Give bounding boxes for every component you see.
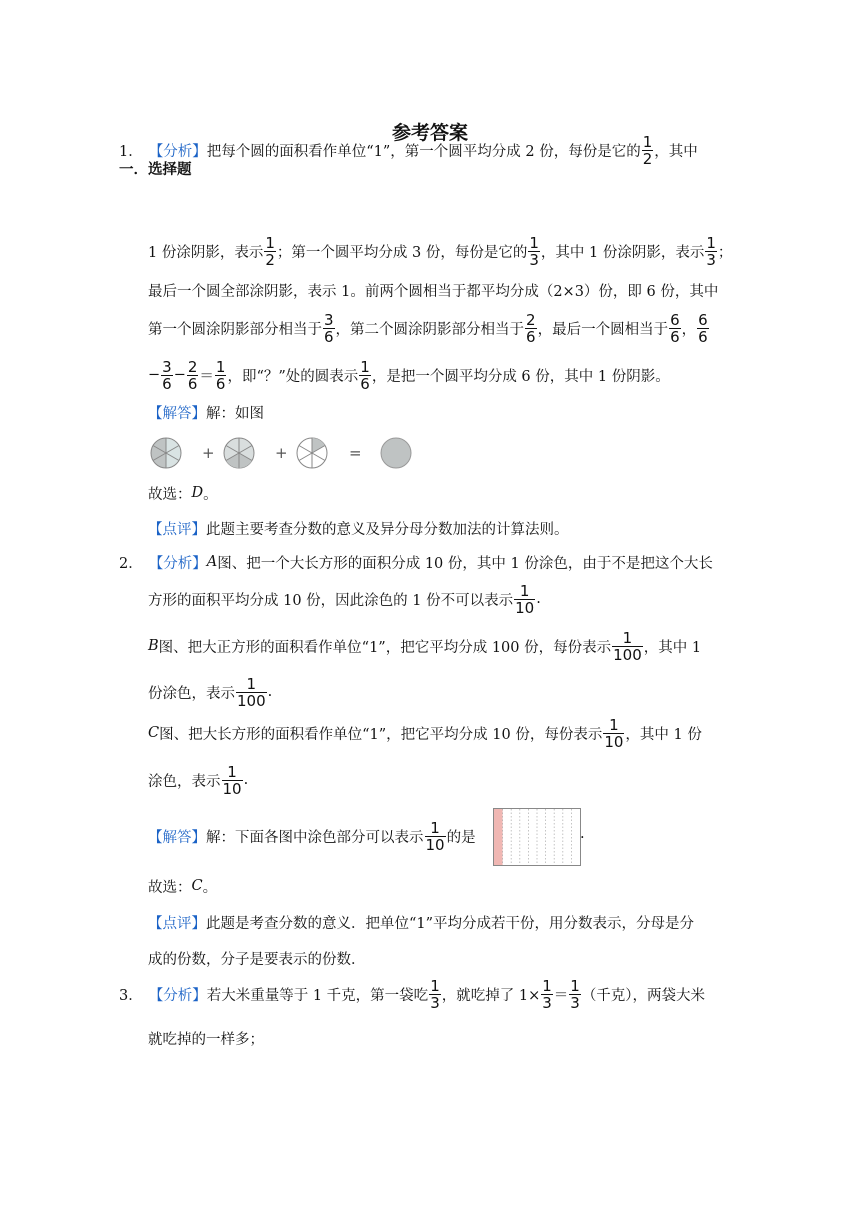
plus-sign: + — [275, 444, 288, 462]
q2-line-6 — [148, 761, 248, 799]
text: 。 — [202, 879, 218, 896]
choice-letter: C — [191, 878, 203, 894]
fraction-one-half: $\frac{1}{2}$ — [642, 132, 653, 168]
fraction-two-sixths: $\frac{2}{6}$ — [526, 310, 536, 346]
text: ，是把一个圆平均分成 6 份，其中 1 份阴影。 — [371, 368, 670, 385]
fraction-one-hundredth: $\frac{1}{100}$ — [237, 674, 266, 710]
q1-line-5 — [148, 356, 670, 394]
text: ，就吃掉了 1× — [441, 987, 541, 1004]
rectangle-tenths-figure — [493, 808, 581, 866]
q2-line-5 — [148, 714, 702, 752]
text: ＝ — [199, 368, 214, 385]
section-heading: 一．选择题 — [119, 161, 192, 178]
text: 此题是考查分数的意义．把单位“1”平均分成若干份，用分数表示，分母是分 — [206, 915, 695, 932]
page-title: 参考答案 — [391, 122, 468, 144]
text: − — [173, 367, 186, 383]
q1-line-4 — [148, 309, 710, 347]
text: 解：下面各图中涂色部分可以表示 — [206, 829, 424, 846]
fraction-one-third: $\frac{1}{3}$ — [430, 976, 440, 1012]
q1-choice — [148, 474, 218, 512]
fraction-three-sixths: $\frac{3}{6}$ — [162, 357, 172, 393]
circle-third-shaded — [224, 438, 254, 468]
q2-line-2 — [148, 580, 541, 618]
q2-choice — [148, 867, 217, 905]
text: 最后一个圆全部涂阴影，表示 1。前两个圆相当于都平均分成（2×3）份，即 6 份，其中 — [148, 283, 719, 300]
equals-sign: = — [349, 444, 362, 462]
answer-tag: 【解答】 — [148, 405, 206, 422]
circle-full-shaded — [381, 438, 411, 468]
fraction-one-tenth: $\frac{1}{10}$ — [515, 581, 535, 617]
fraction-one-hundredth: $\frac{1}{100}$ — [613, 628, 642, 664]
analysis-tag: 【分析】 — [148, 987, 207, 1004]
text: 。 — [203, 486, 218, 503]
text: 图、把大正方形的面积看作单位“1”，把它平均分成 100 份，每份表示 — [158, 639, 612, 656]
fraction-six-sixths: $\frac{6}{6}$ — [670, 310, 680, 346]
q3-line-2 — [148, 1019, 264, 1057]
text: 故选： — [148, 486, 192, 503]
text: 图、把一个大长方形的面积分成 10 份，其中 1 份涂色，由于不是把这个大长 — [217, 555, 713, 572]
fraction-one-tenth: $\frac{1}{10}$ — [604, 715, 624, 751]
text: − — [148, 367, 161, 383]
answer-tag: 【解答】 — [148, 829, 206, 846]
fraction-one-third: $\frac{1}{3}$ — [706, 233, 716, 269]
fraction-one-third: $\frac{1}{3}$ — [542, 976, 552, 1012]
text: ＝ — [553, 987, 569, 1004]
text: ，第二个圆涂阴影部分相当于 — [335, 321, 525, 338]
text: ，其中 — [654, 143, 698, 160]
q2-comment-2 — [148, 939, 366, 977]
fraction-three-sixths: $\frac{3}{6}$ — [324, 310, 334, 346]
fraction-six-sixths: $\frac{6}{6}$ — [698, 310, 708, 346]
circle-half-shaded — [151, 438, 181, 468]
text: 成的份数，分子是要表示的份数． — [148, 951, 366, 968]
text: 的是 — [446, 829, 476, 846]
q3-line-1 — [119, 975, 705, 1013]
question-number: 2． — [119, 555, 143, 572]
text: ，其中 1 份 — [625, 726, 702, 743]
fraction-two-sixths: $\frac{2}{6}$ — [187, 357, 198, 393]
text: ，最后一个圆相当于 — [537, 321, 669, 338]
text: ，其中 1 份涂阴影，表示 — [540, 244, 705, 261]
text: 解：如图 — [206, 405, 264, 422]
text: 涂色，表示 — [148, 773, 221, 790]
q2-comment-1 — [148, 903, 694, 941]
fraction-one-third: $\frac{1}{3}$ — [529, 233, 539, 269]
text: ；第一个圆平均分成 3 份，每份是它的 — [276, 244, 528, 261]
comment-tag: 【点评】 — [148, 521, 206, 538]
text: . — [536, 591, 541, 607]
text: ，其中 1 — [643, 639, 702, 656]
figure-letter: B — [148, 638, 159, 654]
text: ， — [681, 321, 697, 338]
text: 故选： — [148, 879, 192, 896]
text: . — [243, 772, 249, 788]
q2-answer — [148, 817, 476, 855]
text: 份涂色，表示 — [148, 685, 235, 702]
text: ； — [717, 244, 733, 261]
q1-answer — [148, 393, 264, 431]
text: . — [580, 826, 585, 842]
text: 就吃掉的一样多； — [148, 1031, 264, 1048]
text: （千克），两袋大米 — [581, 987, 706, 1004]
text: 1 份涂阴影，表示 — [148, 244, 264, 261]
q1-comment — [148, 509, 569, 547]
circle-question — [297, 438, 327, 468]
text: 方形的面积平均分成 10 份，因此涂色的 1 份不可以表示 — [148, 592, 514, 609]
fraction-one-third: $\frac{1}{3}$ — [570, 976, 580, 1012]
choice-letter: D — [191, 485, 204, 501]
text: 第一个圆涂阴影部分相当于 — [148, 321, 322, 338]
q1-line-1 — [119, 131, 698, 169]
q2-line-3 — [148, 627, 701, 665]
question-number: 1． — [119, 143, 143, 160]
question-number: 3． — [119, 987, 143, 1004]
fraction-one-tenth: $\frac{1}{10}$ — [222, 762, 242, 798]
q2-line-1 — [119, 543, 713, 581]
fraction-one-sixth: $\frac{1}{6}$ — [360, 357, 370, 393]
text: 此题主要考查分数的意义及异分母分数加法的计算法则。 — [206, 521, 569, 538]
fraction-one-half: $\frac{1}{2}$ — [265, 233, 275, 269]
analysis-tag: 【分析】 — [148, 143, 207, 160]
fraction-one-sixth: $\frac{1}{6}$ — [215, 357, 226, 393]
text: ，即“？”处的圆表示 — [227, 368, 359, 385]
q1-line-3 — [148, 271, 718, 309]
plus-sign: + — [202, 444, 215, 462]
text: 若大米重量等于 1 千克，第一袋吃 — [206, 987, 429, 1004]
q1-line-2 — [148, 232, 732, 270]
analysis-tag: 【分析】 — [148, 555, 207, 572]
circle-fractions-figure — [148, 436, 428, 470]
figure-letter: A — [206, 554, 218, 570]
text: 图、把大长方形的面积看作单位“1”，把它平均分成 10 份，每份表示 — [159, 726, 603, 743]
figure-letter: C — [148, 725, 160, 741]
text: . — [267, 684, 273, 700]
fraction-one-tenth: $\frac{1}{10}$ — [425, 818, 445, 854]
q2-line-4 — [148, 673, 272, 711]
comment-tag: 【点评】 — [148, 915, 206, 932]
text: 把每个圆的面积看作单位“1”，第一个圆平均分成 2 份，每份是它的 — [206, 143, 641, 160]
